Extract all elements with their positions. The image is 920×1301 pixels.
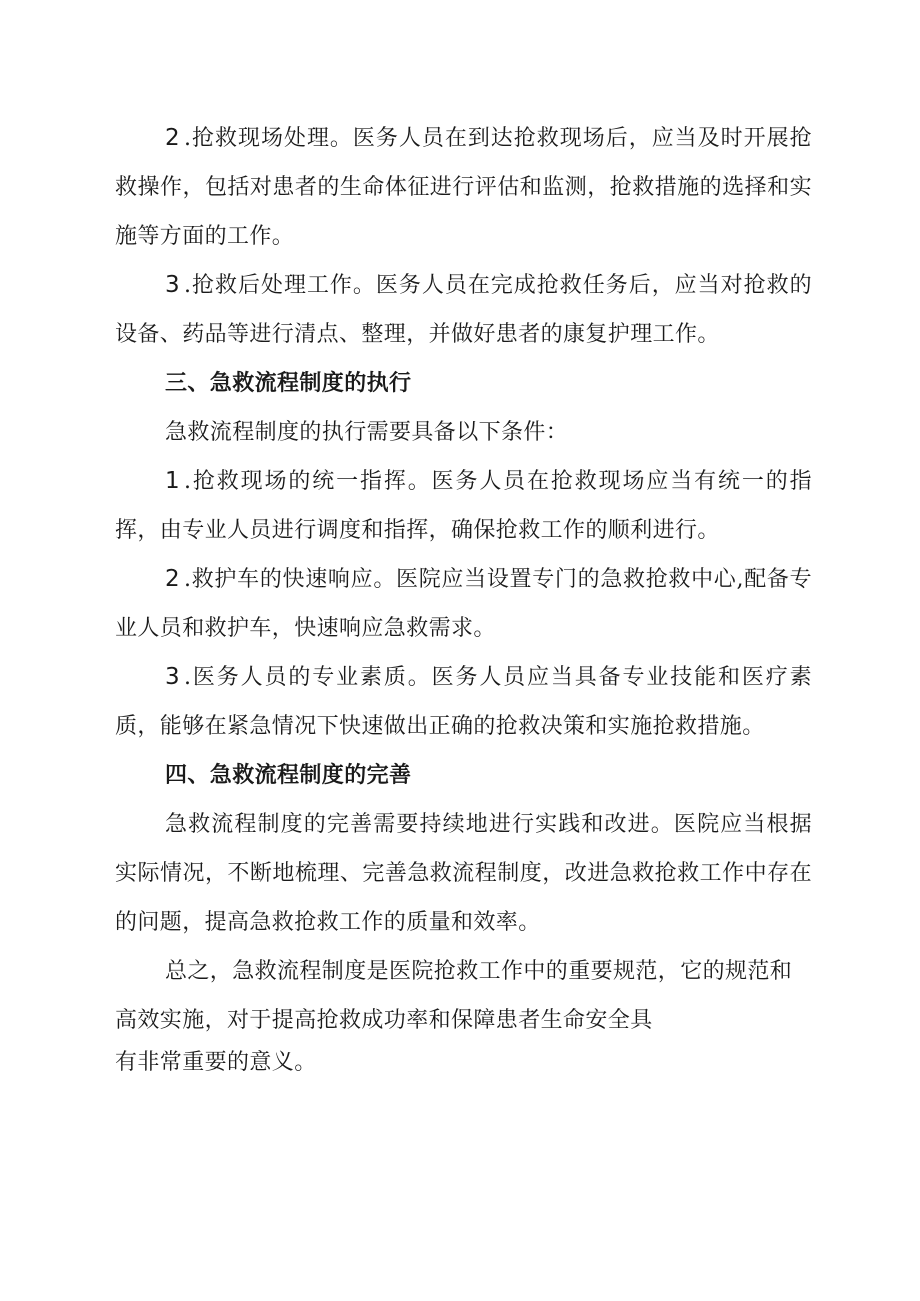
paragraph-item-1 bbox=[115, 457, 812, 555]
paragraph-intro: 急救流程制度的执行需要具备以下条件： bbox=[165, 420, 569, 445]
item-number: 2 bbox=[165, 125, 181, 151]
paragraph-text: .医务人员的专业素质。医务人员应当具备专业技能和医疗素质，能够在紧急情况下快速做出正确的抢救决策和实施抢救措施。 bbox=[115, 665, 812, 739]
paragraph-text: .抢救现场处理。医务人员在到达抢救现场后，应当及时开展抢救操作，包括对患者的生命体征进行评估和监测，抢救措施的选择和实施等方面的工作。 bbox=[115, 126, 812, 249]
paragraph-text: .救护车的快速响应。医院应当设置专门的急救抢救中心,配备专业人员和救护车，快速响应急救需求。 bbox=[115, 567, 812, 641]
item-number: 2 bbox=[165, 566, 181, 592]
paragraph-item-3 bbox=[115, 261, 812, 359]
paragraph-item-3b bbox=[115, 653, 812, 751]
paragraph-text: .抢救后处理工作。医务人员在完成抢救任务后，应当对抢救的设备、药品等进行清点、整理，并做好患者的康复护理工作。 bbox=[115, 273, 812, 347]
paragraph-conclusion bbox=[115, 947, 812, 1081]
item-number: 3 bbox=[165, 664, 181, 690]
conclusion-line-1: 总之，急救流程制度是医院抢救工作中的重要规范，它的规范和 bbox=[165, 959, 793, 984]
section-heading-4: 四、急救流程制度的完善 bbox=[165, 762, 412, 788]
paragraph-item-2b bbox=[115, 555, 812, 653]
document-body bbox=[115, 114, 812, 1081]
paragraph-text: .抢救现场的统一指挥。医务人员在抢救现场应当有统一的指挥，由专业人员进行调度和指挥，确保抢救工作的顺利进行。 bbox=[115, 469, 812, 543]
paragraph-item-2 bbox=[115, 114, 812, 261]
conclusion-line-3: 有非常重要的意义。 bbox=[115, 1050, 317, 1075]
section-heading-3: 三、急救流程制度的执行 bbox=[165, 370, 412, 396]
conclusion-line-2: 高效实施，对于提高抢救成功率和保障患者生命安全具 bbox=[115, 1008, 653, 1033]
item-number: 1 bbox=[165, 468, 181, 494]
item-number: 3 bbox=[165, 272, 181, 298]
paragraph-improvement: 急救流程制度的完善需要持续地进行实践和改进。医院应当根据实际情况，不断地梳理、完善急救流程制度，改进急救抢救工作中存在的问题，提高急救抢救工作的质量和效率。 bbox=[115, 812, 812, 935]
